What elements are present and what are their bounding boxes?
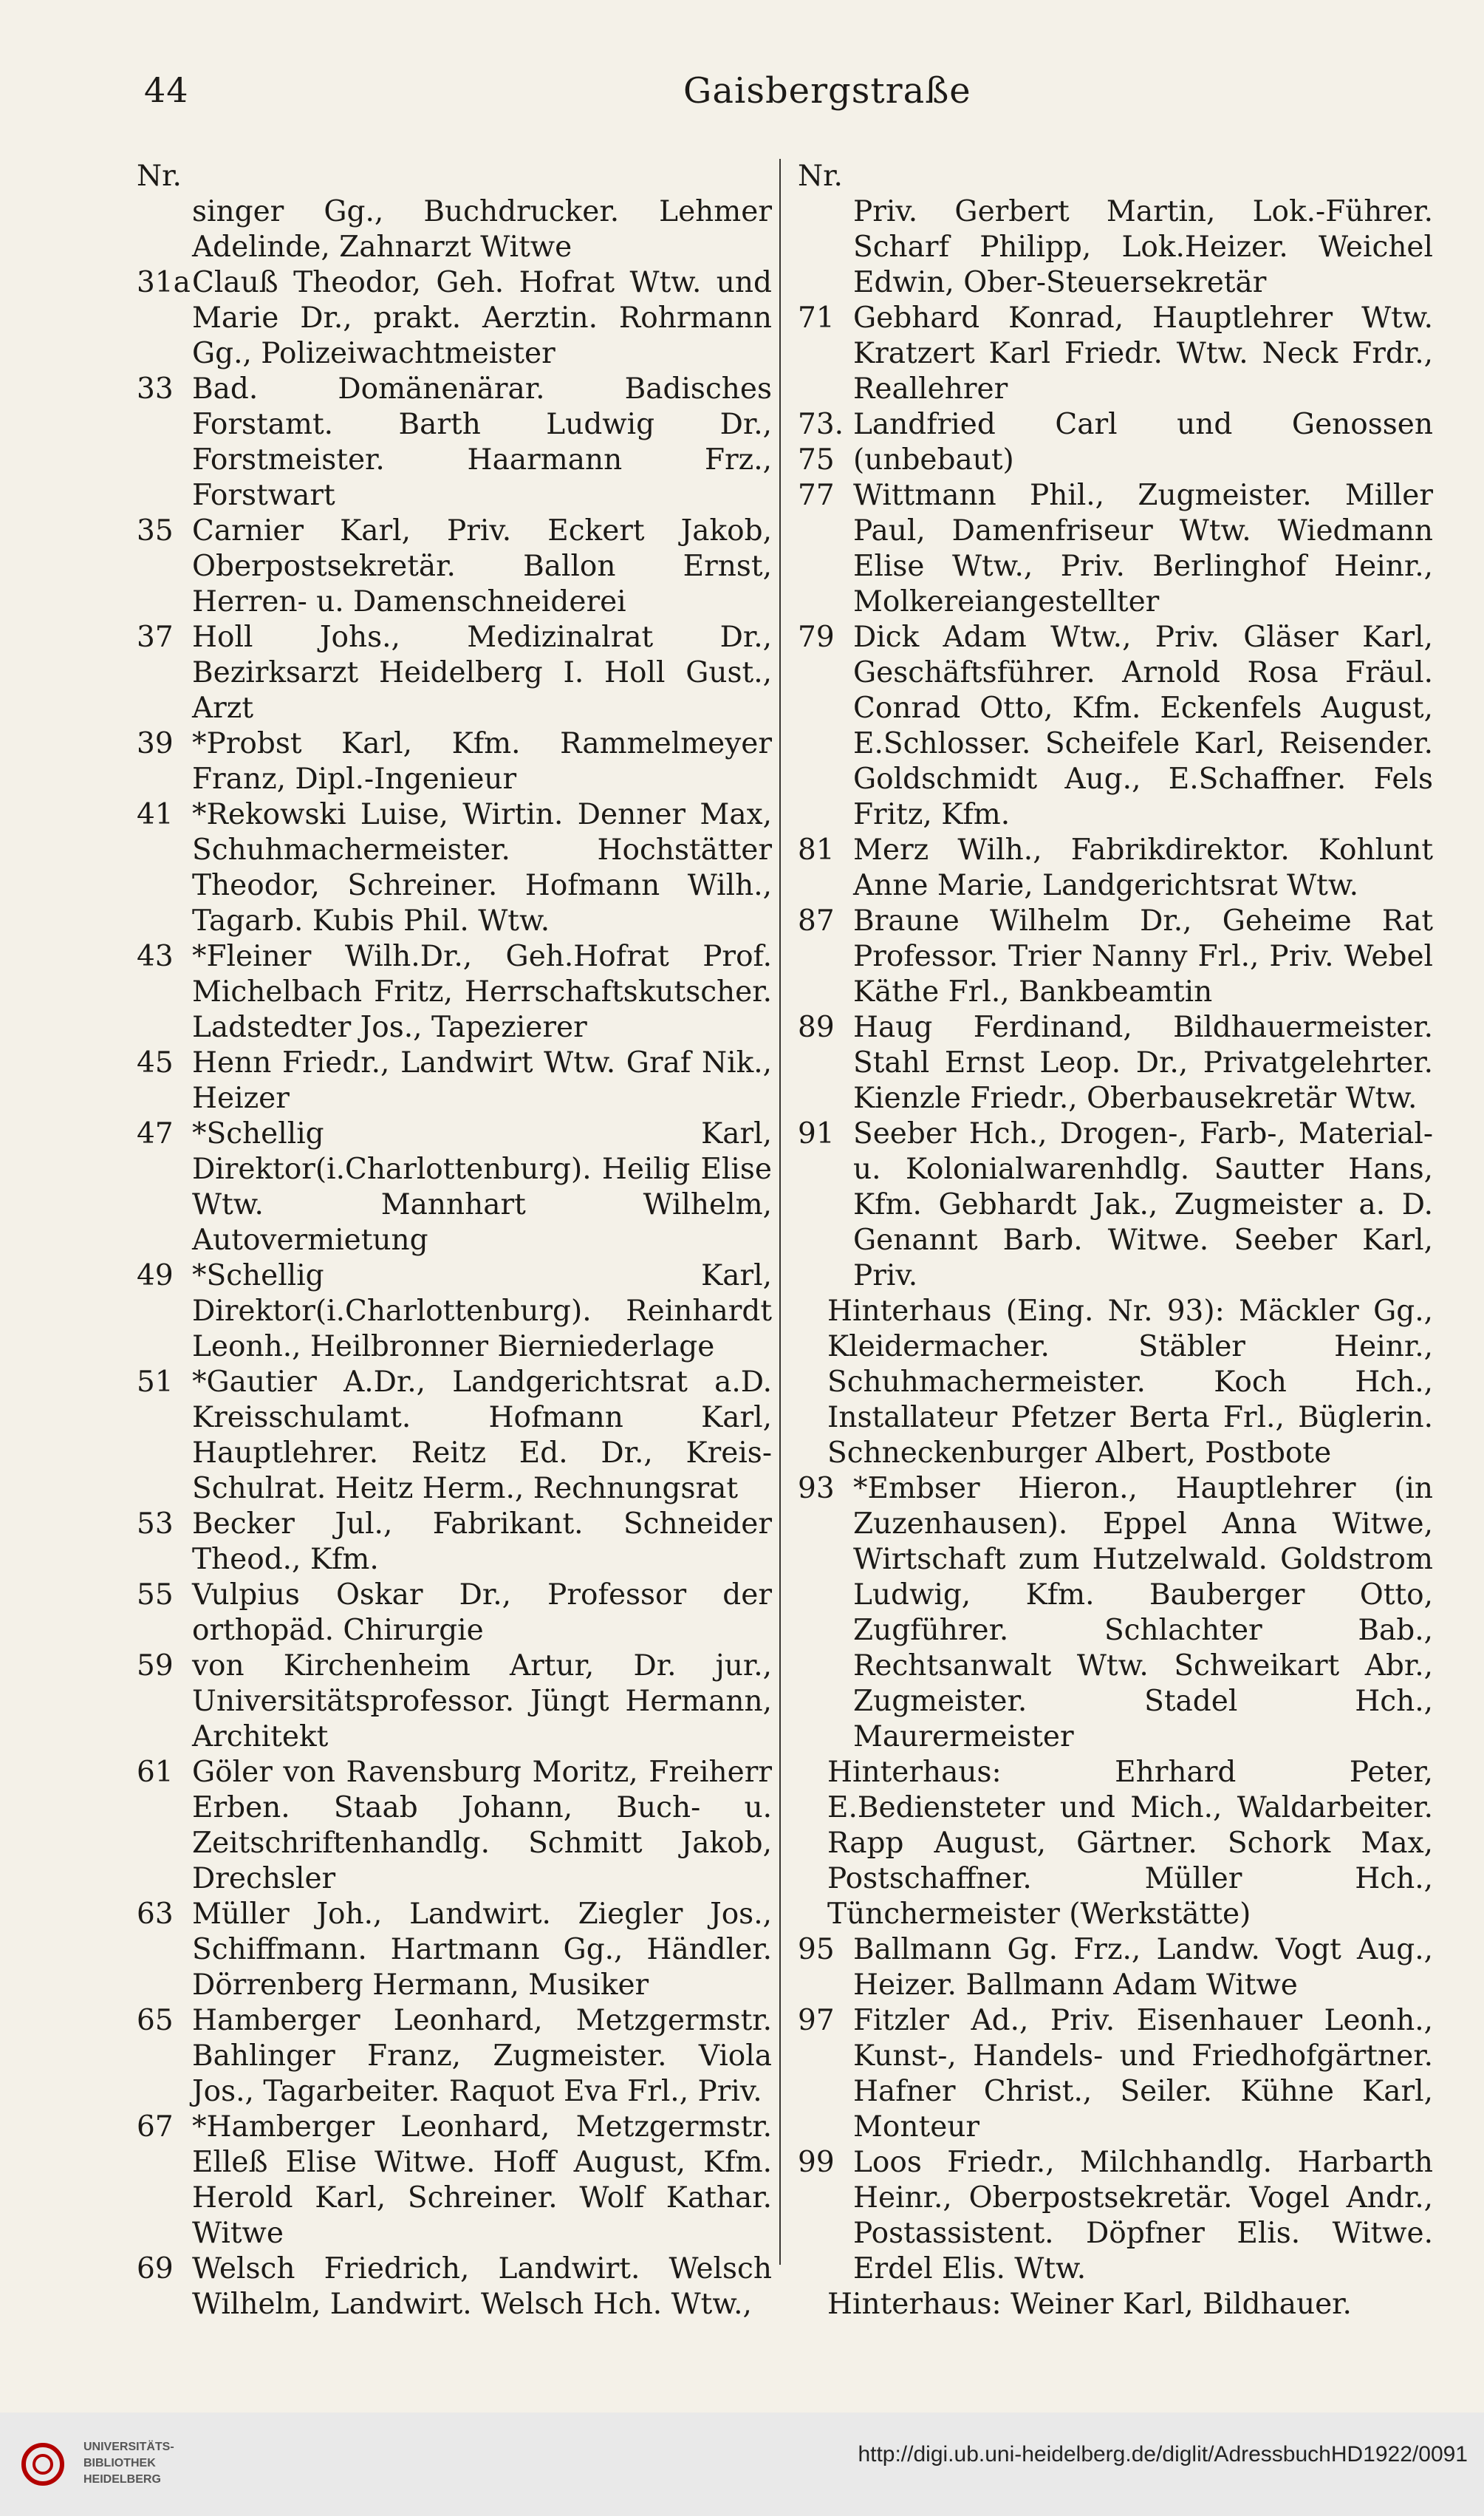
address-entry [137, 797, 772, 939]
address-entry [798, 194, 1433, 301]
resident-list: Seeber Hch., Drogen-, Farb-, Material- u. Kolonialwarenhdlg. Sautter Hans, Kfm. Gebhardt Jak., Zugmeister a. D. Genannt Barb. Witwe. Seeber Karl, Priv. [853, 1117, 1433, 1292]
house-number: 93 [798, 1472, 835, 1505]
resident-list: Braune Wilhelm Dr., Geheime Rat Professor. Trier Nanny Frl., Priv. Webel Käthe Frl., Bankbeamtin [853, 904, 1433, 1009]
house-number: 73. 75 [798, 408, 844, 477]
address-entry [137, 620, 772, 726]
library-name-line: BIBLIOTHEK [83, 2457, 156, 2469]
address-entry [798, 2003, 1433, 2145]
resident-list: Merz Wilh., Fabrikdirektor. Kohlunt Anne Marie, Landgerichtsrat Wtw. [853, 833, 1433, 902]
address-entry [137, 2003, 772, 2110]
house-number: 69 [137, 2252, 174, 2285]
resident-list: Fitzler Ad., Priv. Eisenhauer Leonh., Kunst-, Handels- und Friedhofgärtner. Hafner Christ., Seiler. Kühne Karl, Monteur [853, 2004, 1433, 2144]
house-number: 91 [798, 1117, 835, 1150]
address-entry [798, 2145, 1433, 2287]
house-number: 77 [798, 479, 835, 512]
address-entry [137, 265, 772, 372]
column-divider [779, 159, 781, 2265]
house-number: 59 [137, 1649, 174, 1683]
library-logo[interactable] [21, 2435, 198, 2494]
column-head: Nr. [798, 160, 843, 193]
house-number: 99 [798, 2146, 835, 2179]
resident-list: *Rekowski Luise, Wirtin. Denner Max, Schuhmachermeister. Hochstätter Theodor, Schreiner. Hofmann Wilh., Tagarb. Kubis Phil. Wtw. [192, 798, 772, 938]
resident-list: Bad. Domänenärar. Badisches Forstamt. Barth Ludwig Dr., Forstmeister. Haarmann Frz., Forstwart [192, 372, 772, 512]
address-entry [137, 1116, 772, 1258]
house-number: 65 [137, 2004, 174, 2037]
house-number: 53 [137, 1507, 174, 1541]
address-entry [137, 1755, 772, 1897]
resident-list: Priv. Gerbert Martin, Lok.-Führer. Scharf Philipp, Lok.Heizer. Weichel Edwin, Ober-Steuersekretär [853, 195, 1433, 299]
resident-list: Holl Johs., Medizinalrat Dr., Bezirksarzt Heidelberg I. Holl Gust., Arzt [192, 621, 772, 725]
address-entry [137, 2110, 772, 2251]
address-entry [137, 372, 772, 514]
resident-list: Hamberger Leonhard, Metzgermstr. Bahlinger Franz, Zugmeister. Viola Jos., Tagarbeiter. Raquot Eva Frl., Priv. [192, 2004, 772, 2108]
resident-list: Welsch Friedrich, Landwirt. Welsch Wilhelm, Landwirt. Welsch Hch. Wtw., [192, 2252, 772, 2321]
library-seal-icon [21, 2435, 72, 2494]
address-entry [798, 1471, 1433, 1755]
resident-list: Hinterhaus: Weiner Karl, Bildhauer. [827, 2288, 1352, 2321]
rear-building-entry [798, 2287, 1433, 2322]
address-entry [137, 1258, 772, 1365]
library-name-line: HEIDELBERG [83, 2473, 161, 2486]
house-number: 33 [137, 372, 174, 406]
resident-list: Hinterhaus (Eing. Nr. 93): Mäckler Gg., Kleidermacher. Stäbler Heinr., Schuhmachermeister. Koch Hch., Installateur Pfetzer Berta Frl., Büglerin. Schneckenburger Albert, Postbote [827, 1295, 1433, 1470]
house-number: 43 [137, 940, 174, 973]
house-number: 35 [137, 514, 174, 548]
page-number: 44 [144, 70, 189, 110]
address-entry [137, 939, 772, 1046]
resident-list: *Embser Hieron., Hauptlehrer (in Zuzenhausen). Eppel Anna Witwe, Wirtschaft zum Hutzelwald. Goldstrom Ludwig, Kfm. Bauberger Otto, Zugführer. Schlachter Bab., Rechtsanwalt Wtw. Schweikart Abr., Zugmeister. Stadel Hch., Maurermeister [853, 1472, 1433, 1753]
resident-list: *Schellig Karl, Direktor(i.Charlottenburg). Reinhardt Leonh., Heilbronner Bierniederlage [192, 1259, 772, 1363]
resident-list: *Probst Karl, Kfm. Rammelmeyer Franz, Dipl.-Ingenieur [192, 727, 772, 796]
resident-list: singer Gg., Buchdrucker. Lehmer Adelinde, Zahnarzt Witwe [192, 195, 772, 264]
house-number: 45 [137, 1046, 174, 1080]
resident-list: *Fleiner Wilh.Dr., Geh.Hofrat Prof. Michelbach Fritz, Herrschaftskutscher. Ladstedter Jos., Tapezierer [192, 940, 772, 1044]
address-entry [137, 514, 772, 620]
address-entry [798, 1116, 1433, 1294]
resident-list: Wittmann Phil., Zugmeister. Miller Paul, Damenfriseur Wtw. Wiedmann Elise Wtw., Priv. Berlinghof Heinr., Molkereiangestellter [853, 479, 1433, 618]
resident-list: Vulpius Oskar Dr., Professor der orthopäd. Chirurgie [192, 1578, 772, 1647]
resident-list: Landfried Carl und Genossen (unbebaut) [853, 408, 1433, 477]
page-header [144, 70, 971, 122]
address-entry [798, 478, 1433, 620]
resident-list: *Gautier A.Dr., Landgerichtsrat a.D. Kreisschulamt. Hofmann Karl, Hauptlehrer. Reitz Ed. Dr., Kreis-Schulrat. Heitz Herm., Rechnungsrat [192, 1366, 772, 1505]
house-number: 47 [137, 1117, 174, 1150]
address-entry [137, 1897, 772, 2003]
left-column [137, 159, 772, 2322]
address-entry [798, 620, 1433, 833]
address-entry [137, 194, 772, 265]
house-number: 31a [137, 266, 191, 299]
rear-building-entry [798, 1755, 1433, 1932]
address-entry [137, 726, 772, 797]
house-number: 55 [137, 1578, 174, 1612]
resident-list: Hinterhaus: Ehrhard Peter, E.Bediensteter und Mich., Waldarbeiter. Rapp August, Gärtner. Schork Max, Postschaffner. Müller Hch., Tünchermeister (Werkstätte) [827, 1756, 1433, 1931]
right-column [798, 159, 1433, 2322]
house-number: 79 [798, 621, 835, 654]
address-entry [798, 1010, 1433, 1116]
address-entry [137, 1578, 772, 1649]
house-number: 81 [798, 833, 835, 867]
library-name [83, 2439, 174, 2488]
address-entry [798, 833, 1433, 904]
library-name-line: UNIVERSITÄTS- [83, 2441, 174, 2453]
resident-list: Ballmann Gg. Frz., Landw. Vogt Aug., Heizer. Ballmann Adam Witwe [853, 1933, 1433, 2002]
resident-list: Gebhard Konrad, Hauptlehrer Wtw. Kratzert Karl Friedr. Wtw. Neck Frdr., Reallehrer [853, 301, 1433, 406]
resident-list: Dick Adam Wtw., Priv. Gläser Karl, Geschäftsführer. Arnold Rosa Fräul. Conrad Otto, Kfm. Eckenfels August, E.Schlosser. Scheifele Karl, Reisender. Goldschmidt Aug., E.Schaffner. Fels Fritz, Kfm. [853, 621, 1433, 831]
house-number: 95 [798, 1933, 835, 1966]
address-entry [798, 301, 1433, 407]
resident-list: Carnier Karl, Priv. Eckert Jakob, Oberpostsekretär. Ballon Ernst, Herren- u. Damenschneiderei [192, 514, 772, 618]
address-entry [798, 407, 1433, 478]
house-number: 41 [137, 798, 174, 831]
house-number: 71 [798, 301, 835, 335]
house-number: 67 [137, 2110, 174, 2144]
resident-list: *Schellig Karl, Direktor(i.Charlottenburg). Heilig Elise Wtw. Mannhart Wilhelm, Autovermietung [192, 1117, 772, 1257]
page-title: Gaisbergstraße [683, 70, 971, 112]
resident-list: Loos Friedr., Milchhandlg. Harbarth Heinr., Oberpostsekretär. Vogel Andr., Postassistent. Döpfner Elis. Witwe. Erdel Elis. Wtw. [853, 2146, 1433, 2285]
resident-list: Becker Jul., Fabrikant. Schneider Theod., Kfm. [192, 1507, 772, 1576]
resident-list: Clauß Theodor, Geh. Hofrat Wtw. und Marie Dr., prakt. Aerztin. Rohrmann Gg., Polizeiwachtmeister [192, 266, 772, 370]
address-entry [798, 904, 1433, 1010]
resident-list: Haug Ferdinand, Bildhauermeister. Stahl Ernst Leop. Dr., Privatgelehrter. Kienzle Friedr., Oberbausekretär Wtw. [853, 1011, 1433, 1115]
resident-list: Henn Friedr., Landwirt Wtw. Graf Nik., Heizer [192, 1046, 772, 1115]
resident-list: von Kirchenheim Artur, Dr. jur., Universitätsprofessor. Jüngt Hermann, Architekt [192, 1649, 772, 1753]
resident-list: Müller Joh., Landwirt. Ziegler Jos., Schiffmann. Hartmann Gg., Händler. Dörrenberg Hermann, Musiker [192, 1898, 772, 2002]
source-link[interactable]: http://digi.ub.uni-heidelberg.de/diglit/AdressbuchHD1922/0091 [858, 2442, 1468, 2466]
house-number: 61 [137, 1756, 174, 1789]
house-number: 63 [137, 1898, 174, 1931]
house-number: 87 [798, 904, 835, 938]
address-entry [137, 1365, 772, 1507]
resident-list: Göler von Ravensburg Moritz, Freiherr Erben. Staab Johann, Buch- u. Zeitschriftenhandlg. Schmitt Jakob, Drechsler [192, 1756, 772, 1895]
footer-bar [0, 2413, 1484, 2516]
address-entry [137, 1046, 772, 1116]
address-entry [137, 1649, 772, 1755]
house-number: 39 [137, 727, 174, 760]
house-number: 49 [137, 1259, 174, 1292]
house-number: 89 [798, 1011, 835, 1044]
address-entry [798, 1932, 1433, 2003]
address-entry [137, 1507, 772, 1578]
column-head: Nr. [137, 160, 182, 193]
house-number: 37 [137, 621, 174, 654]
address-entry [137, 2251, 772, 2322]
rear-building-entry [798, 1294, 1433, 1471]
resident-list: *Hamberger Leonhard, Metzgermstr. Elleß Elise Witwe. Hoff August, Kfm. Herold Karl, Schreiner. Wolf Kathar. Witwe [192, 2110, 772, 2250]
house-number: 97 [798, 2004, 835, 2037]
house-number: 51 [137, 1366, 174, 1399]
